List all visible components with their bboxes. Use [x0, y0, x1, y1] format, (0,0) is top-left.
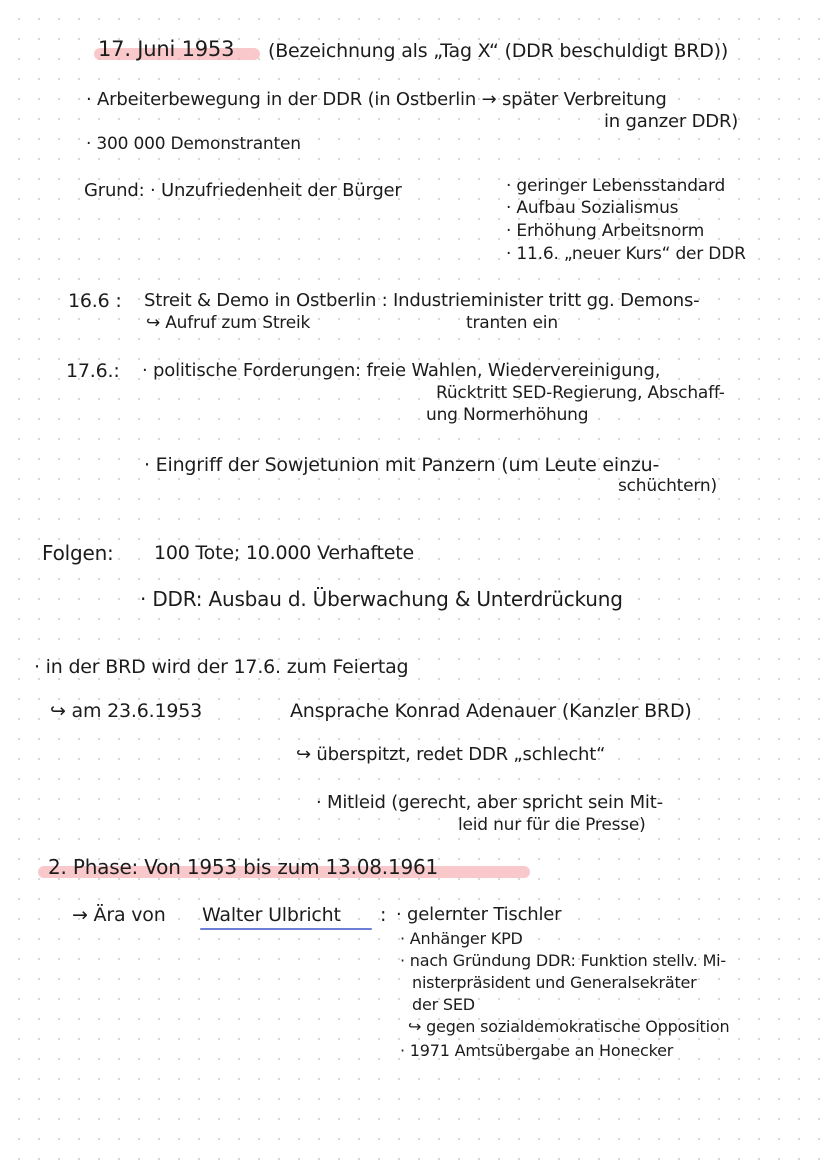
grund-main: · Unzufriedenheit der Bürger [150, 180, 402, 201]
ulbricht-fact: · 1971 Amtsübergabe an Honecker [400, 1041, 674, 1060]
juni17-eingriff: · Eingriff der Sowjetunion mit Panzern (um Leute einzu- [144, 454, 660, 476]
ulbricht-name-underline [200, 928, 372, 930]
ulbricht-fact: ↪ gegen sozialdemokratische Opposition [408, 1017, 730, 1036]
ulbricht-fact: nisterpräsident und Generalsekräter [412, 973, 697, 992]
juni17-eingriff-cont: schüchtern) [618, 476, 717, 496]
grund-label: Grund: [84, 180, 145, 201]
bullet-arbeiterbewegung-cont: in ganzer DDR) [604, 111, 739, 132]
folgen-line1: 100 Tote; 10.000 Verhaftete [154, 542, 415, 564]
brd-feiertag: · in der BRD wird der 17.6. zum Feiertag [34, 656, 409, 678]
heading2: 2. Phase: Von 1953 bis zum 13.08.1961 [48, 855, 439, 879]
heading-rest: (Bezeichnung als „Tag X“ (DDR beschuldigt BRD)) [268, 40, 729, 62]
folgen-line2: · DDR: Ausbau d. Überwachung & Unterdrückung [140, 587, 623, 611]
folgen-label: Folgen: [42, 541, 114, 565]
juni16-text3: tranten ein [466, 313, 558, 333]
ulbricht-colon: : [380, 904, 387, 926]
bullet-demonstranten: · 300 000 Demonstranten [86, 134, 301, 154]
ulbricht-prefix: → Ära von [72, 904, 166, 926]
grund-reason: · Aufbau Sozialismus [506, 198, 679, 218]
ulbricht-fact: der SED [412, 995, 475, 1014]
juni17-forderungen-cont: Rücktritt SED-Regierung, Abschaff- [436, 383, 725, 403]
juni16-text: Streit & Demo in Ostberlin : Industrieminister tritt gg. Demons- [144, 290, 700, 311]
grund-reason: · Erhöhung Arbeitsnorm [506, 221, 705, 241]
date-17-6: 17.6.: [66, 360, 120, 382]
grund-reason: · 11.6. „neuer Kurs“ der DDR [506, 244, 746, 264]
ulbricht-name: Walter Ulbricht [202, 904, 341, 926]
brd-ansprache: Ansprache Konrad Adenauer (Kanzler BRD) [290, 700, 692, 722]
brd-sub2: · Mitleid (gerecht, aber spricht sein Mit- [316, 792, 663, 813]
juni16-text2: ↪ Aufruf zum Streik [146, 313, 311, 333]
brd-date: ↪ am 23.6.1953 [50, 700, 203, 722]
juni17-forderungen-cont2: ung Normerhöhung [426, 405, 589, 425]
ulbricht-fact: · Anhänger KPD [400, 929, 523, 948]
ulbricht-fact: · nach Gründung DDR: Funktion stellv. Mi- [400, 951, 726, 970]
brd-sub2-cont: leid nur für die Presse) [458, 815, 646, 835]
date-16-6: 16.6 : [68, 290, 122, 312]
ulbricht-fact: · gelernter Tischler [396, 904, 562, 925]
bullet-arbeiterbewegung: · Arbeiterbewegung in der DDR (in Ostberlin → später Verbreitung [86, 89, 667, 110]
grund-reason: · geringer Lebensstandard [506, 176, 726, 196]
heading-date: 17. Juni 1953 [98, 37, 235, 61]
brd-sub1: ↪ überspitzt, redet DDR „schlecht“ [296, 744, 606, 765]
juni17-forderungen: · politische Forderungen: freie Wahlen, Wiedervereinigung, [142, 360, 661, 381]
